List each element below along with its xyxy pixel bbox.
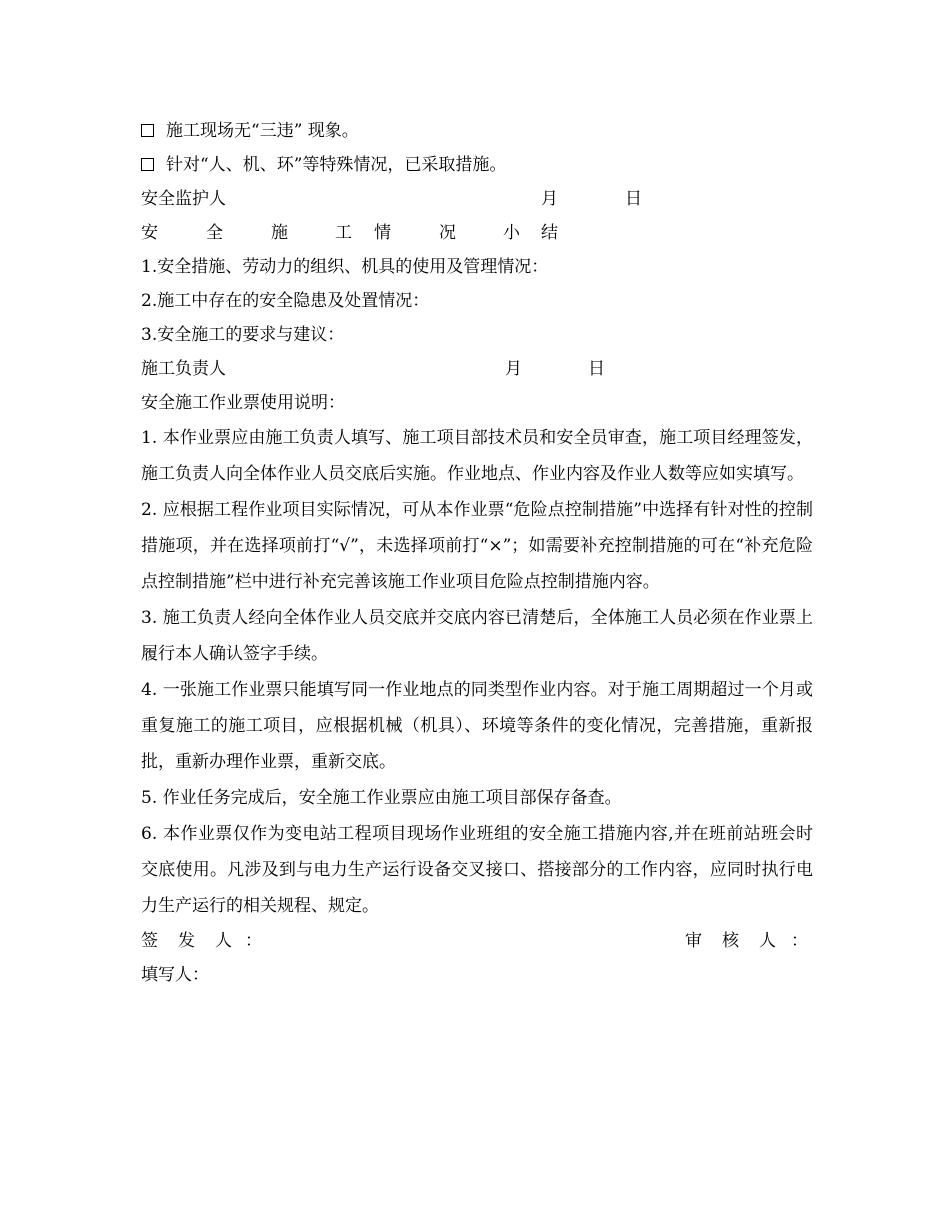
issuer-label-char: 人 xyxy=(215,931,232,951)
reviewer-label-char: 人 xyxy=(759,931,776,951)
reviewer-label-char: 审 xyxy=(685,931,702,951)
checklist-item xyxy=(141,148,813,182)
construction-leader-day: 日 xyxy=(588,359,605,379)
instruction-item: 3. 施工负责人经向全体作业人员交底并交底内容已清楚后，全体施工人员必须在作业票上履行本人确认签字手续。 xyxy=(141,608,813,664)
safety-supervisor-month: 月 xyxy=(541,189,558,209)
instruction-item: 2. 应根据工程作业项目实际情况，可从本作业票“危险点控制措施”中选择有针对性的控制措施项，并在选择项前打“√”，未选择项前打“×”；如需要补充控制措施的可在“补充危险点控制措施”栏中进行补充完善该施工作业项目危险点控制措施内容。 xyxy=(141,500,813,592)
summary-title-char: 情 xyxy=(374,223,391,243)
construction-leader-row xyxy=(141,352,813,386)
checklist-label: 施工现场无“三违” 现象。 xyxy=(166,121,359,141)
instruction-item: 5. 作业任务完成后，安全施工作业票应由施工项目部保存备查。 xyxy=(141,788,622,808)
summary-item: 1.安全措施、劳动力的组织、机具的使用及管理情况： xyxy=(141,257,549,277)
checkbox-icon[interactable] xyxy=(141,124,154,137)
checkbox-icon[interactable] xyxy=(141,158,154,171)
safety-supervisor-label: 安全监护人 xyxy=(141,189,226,209)
instruction-item: 4. 一张施工作业票只能填写同一作业地点的同类型作业内容。对于施工周期超过一个月或重复施工的施工项目，应根据机械（机具）、环境等条件的变化情况，完善措施，重新报批，重新办理作业票，重新交底。 xyxy=(141,680,813,772)
instructions-title: 安全施工作业票使用说明： xyxy=(141,393,345,413)
issuer-label-char: ： xyxy=(245,931,262,951)
document-page xyxy=(141,114,813,992)
construction-leader-month: 月 xyxy=(505,359,522,379)
summary-title-char: 小 xyxy=(503,223,520,243)
reviewer-label-char: ： xyxy=(791,931,808,951)
summary-item: 3.安全施工的要求与建议： xyxy=(141,325,345,345)
checklist-item xyxy=(141,114,813,148)
summary-title-char: 安 xyxy=(141,223,158,243)
summary-title-char: 施 xyxy=(271,223,288,243)
checklist-label: 针对“人、机、环”等特殊情况，已采取措施。 xyxy=(166,155,507,175)
summary-item: 2.施工中存在的安全隐患及处置情况： xyxy=(141,291,430,311)
summary-title-char: 工 xyxy=(335,223,352,243)
filler-row: 填写人： xyxy=(141,965,209,985)
reviewer-label-char: 核 xyxy=(722,931,739,951)
instruction-item: 6. 本作业票仅作为变电站工程项目现场作业班组的安全施工措施内容,并在班前站班会时交底使用。凡涉及到与电力生产运行设备交叉接口、搭接部分的工作内容，应同时执行电力生产运行的相关规程、规定。 xyxy=(141,824,813,916)
issuer-label-char: 发 xyxy=(178,931,195,951)
summary-title-char: 全 xyxy=(206,223,223,243)
safety-supervisor-day: 日 xyxy=(625,189,642,209)
signoff-row xyxy=(141,924,813,958)
summary-title-char: 结 xyxy=(541,223,558,243)
construction-leader-label: 施工负责人 xyxy=(141,359,226,379)
issuer-label-char: 签 xyxy=(141,931,158,951)
instruction-item: 1. 本作业票应由施工负责人填写、施工项目部技术员和安全员审查，施工项目经理签发，施工负责人向全体作业人员交底后实施。作业地点、作业内容及作业人数等应如实填写。 xyxy=(141,428,813,484)
safety-supervisor-row xyxy=(141,182,813,216)
summary-title-char: 况 xyxy=(439,223,456,243)
summary-title xyxy=(141,216,813,250)
